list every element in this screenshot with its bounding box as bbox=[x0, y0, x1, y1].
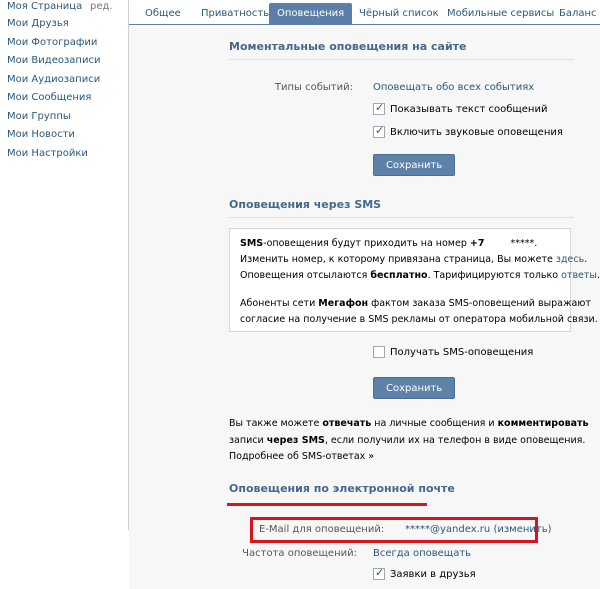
sms-line-5: согласие на получение в SMS рекламы от оператора мобильной связи. bbox=[240, 314, 598, 325]
receive-sms-label: Получать SMS-оповещения bbox=[390, 346, 534, 358]
sms-reply-para-1: Вы также можете отвечать на личные сообщения и комментировать bbox=[229, 418, 589, 429]
tab-mobile-services[interactable]: Мобильные сервисы bbox=[447, 8, 555, 19]
sms-line-2: Изменить номер, к которому привязана страница, Вы можете здесь. bbox=[240, 254, 588, 265]
save-instant-button[interactable]: Сохранить bbox=[373, 154, 455, 176]
sms-reply-para-2: записи через SMS, если получили их на телефон в виде оповещения. bbox=[229, 435, 586, 446]
sms-replies-more-link[interactable]: Подробнее об SMS-ответах » bbox=[229, 451, 375, 462]
change-email-link[interactable]: (изменить) bbox=[493, 524, 552, 535]
show-text-checkbox[interactable] bbox=[373, 103, 385, 115]
tab-balance[interactable]: Баланс bbox=[559, 8, 597, 19]
event-types-select[interactable]: Оповещать обо всех событиях bbox=[373, 82, 535, 93]
tab-blacklist[interactable]: Чёрный список bbox=[359, 8, 439, 19]
receive-sms-option bbox=[373, 346, 533, 358]
replies-link[interactable]: ответы bbox=[561, 270, 597, 281]
tab-privacy[interactable]: Приватность bbox=[201, 8, 270, 19]
tab-notifications[interactable]: Оповещения bbox=[269, 3, 352, 25]
section-title-sms: Оповещения через SMS bbox=[229, 196, 574, 218]
show-text-option bbox=[373, 103, 547, 115]
tab-general[interactable]: Общее bbox=[145, 8, 181, 19]
sidebar-item-groups[interactable]: Мои Группы bbox=[7, 111, 71, 122]
sidebar-item-news[interactable]: Мои Новости bbox=[7, 129, 75, 140]
sidebar-item-friends[interactable]: Мои Друзья bbox=[7, 18, 69, 29]
friend-requests-option bbox=[373, 568, 476, 580]
sound-label: Включить звуковые оповещения bbox=[390, 126, 563, 138]
section-title-email: Оповещения по электронной почте bbox=[229, 482, 455, 495]
friend-requests-label: Заявки в друзья bbox=[390, 568, 476, 580]
change-number-link[interactable]: здесь bbox=[555, 254, 585, 265]
event-types-label: Типы событий: bbox=[274, 82, 353, 93]
receive-sms-checkbox[interactable] bbox=[373, 346, 385, 358]
sidebar-item-messages[interactable]: Мои Сообщения bbox=[7, 92, 92, 103]
sound-checkbox[interactable] bbox=[373, 126, 385, 138]
sound-option bbox=[373, 126, 563, 138]
left-sidebar bbox=[0, 0, 128, 589]
highlight-underline bbox=[227, 503, 427, 506]
sidebar-item-my-page[interactable]: Моя Страница bbox=[7, 1, 83, 12]
settings-tabs bbox=[129, 0, 600, 25]
sidebar-item-audio[interactable]: Мои Аудиозаписи bbox=[7, 74, 101, 85]
notifications-panel bbox=[129, 26, 600, 589]
frequency-label: Частота оповещений: bbox=[242, 548, 357, 559]
frequency-select[interactable]: Всегда оповещать bbox=[373, 548, 472, 559]
show-text-label: Показывать текст сообщений bbox=[390, 103, 548, 115]
sms-line-3: Оповещения отсылаются бесплатно. Тарифицируются только ответы. bbox=[240, 270, 600, 281]
sms-info-box bbox=[229, 228, 600, 332]
email-label: E-Mail для оповещений: bbox=[259, 524, 385, 535]
sidebar-item-videos[interactable]: Мои Видеозаписи bbox=[7, 55, 101, 66]
section-title-instant: Моментальные оповещения на сайте bbox=[229, 38, 574, 60]
sms-line-4: Абоненты сети Мегафон фактом заказа SMS-оповещений выражают bbox=[240, 298, 591, 309]
email-value: *****@yandex.ru (изменить) bbox=[405, 524, 552, 535]
friend-requests-checkbox[interactable] bbox=[373, 568, 385, 580]
edit-link[interactable]: ред. bbox=[90, 1, 113, 12]
sidebar-item-photos[interactable]: Мои Фотографии bbox=[7, 37, 98, 48]
save-sms-button[interactable]: Сохранить bbox=[373, 377, 455, 399]
sms-line-1: SMS-оповещения будут приходить на номер +7 *****. bbox=[240, 238, 538, 249]
sidebar-item-settings[interactable]: Мои Настройки bbox=[7, 148, 88, 159]
